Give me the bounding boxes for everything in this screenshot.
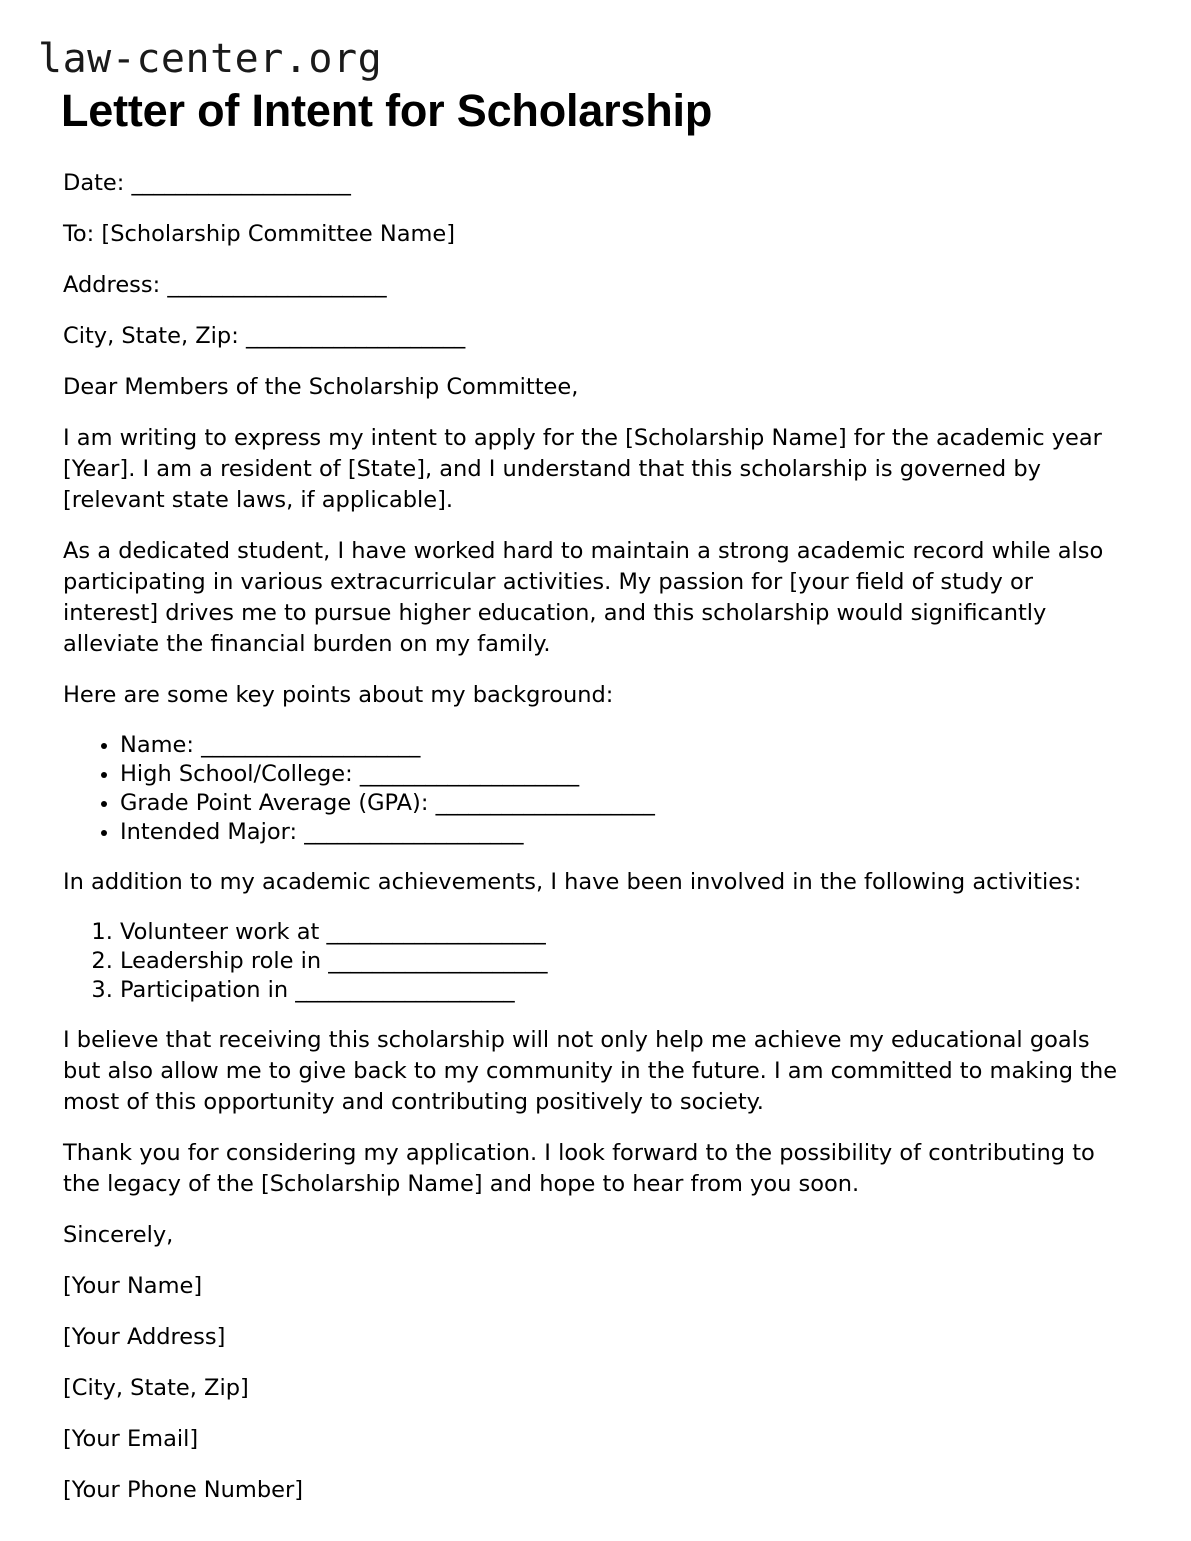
field-address <box>63 270 1123 301</box>
activities-list <box>63 918 1123 1005</box>
site-brand: law-center.org <box>38 36 383 82</box>
activity-item-blank: ____________________ <box>328 948 548 974</box>
field-city-state-zip <box>63 321 1123 352</box>
list-item <box>120 918 1123 947</box>
list-item <box>120 789 1123 818</box>
signature-email: [Your Email] <box>63 1426 199 1452</box>
paragraph-1: I am writing to express my intent to apply for the [Scholarship Name] for the academic year [Year]. I am a resident of [State], and I understand that this scholarship is governed by [relevant state laws, if applicable]. <box>63 425 1102 513</box>
list-item <box>120 976 1123 1005</box>
background-item-blank: ____________________ <box>435 790 655 816</box>
list-item <box>120 818 1123 847</box>
letter-body <box>63 168 1123 1526</box>
page-title: Letter of Intent for Scholarship <box>61 85 713 136</box>
activity-item-label: Participation in <box>120 977 296 1003</box>
signature-address: [Your Address] <box>63 1324 226 1350</box>
background-item-label: Intended Major: <box>120 819 305 845</box>
list-item <box>120 760 1123 789</box>
signature-name: [Your Name] <box>63 1273 203 1299</box>
field-address-blank: ____________________ <box>167 272 387 298</box>
field-recipient <box>63 219 1123 250</box>
field-city-state-zip-label: City, State, Zip: <box>63 323 246 349</box>
background-item-blank: ____________________ <box>304 819 524 845</box>
background-item-blank: ____________________ <box>359 761 579 787</box>
field-address-label: Address: <box>63 272 168 298</box>
background-list <box>63 731 1123 847</box>
closing: Sincerely, <box>63 1222 174 1248</box>
signature-phone: [Your Phone Number] <box>63 1477 303 1503</box>
list-item <box>120 947 1123 976</box>
activity-item-blank: ____________________ <box>295 977 515 1003</box>
background-item-label: Name: <box>120 732 202 758</box>
salutation: Dear Members of the Scholarship Committee, <box>63 374 579 400</box>
activity-item-blank: ____________________ <box>326 919 546 945</box>
field-date-blank: ____________________ <box>131 170 351 196</box>
paragraph-3: I believe that receiving this scholarship will not only help me achieve my educational goals but also allow me to give back to my community in the future. I am committed to making the most of this opportunity and contributing positively to society. <box>63 1027 1118 1115</box>
background-item-label: High School/College: <box>120 761 360 787</box>
signature-city-state-zip: [City, State, Zip] <box>63 1375 249 1401</box>
background-intro: Here are some key points about my background: <box>63 682 614 708</box>
background-item-blank: ____________________ <box>201 732 421 758</box>
field-date-label: Date: <box>63 170 132 196</box>
background-item-label: Grade Point Average (GPA): <box>120 790 436 816</box>
paragraph-4: Thank you for considering my application. I look forward to the possibility of contributing to the legacy of the [Scholarship Name] and hope to hear from you soon. <box>63 1140 1095 1197</box>
activities-intro: In addition to my academic achievements, I have been involved in the following activities: <box>63 869 1082 895</box>
activity-item-label: Leadership role in <box>120 948 329 974</box>
field-city-state-zip-blank: ____________________ <box>245 323 465 349</box>
field-recipient-label: To: [Scholarship Committee Name] <box>63 221 456 247</box>
field-date <box>63 168 1123 199</box>
list-item <box>120 731 1123 760</box>
activity-item-label: Volunteer work at <box>120 919 327 945</box>
paragraph-2: As a dedicated student, I have worked hard to maintain a strong academic record while also participating in various extracurricular activities. My passion for [your field of study or interest] drives me to pursue higher education, and this scholarship would significantly alleviate the financial burden on my family. <box>63 538 1104 657</box>
